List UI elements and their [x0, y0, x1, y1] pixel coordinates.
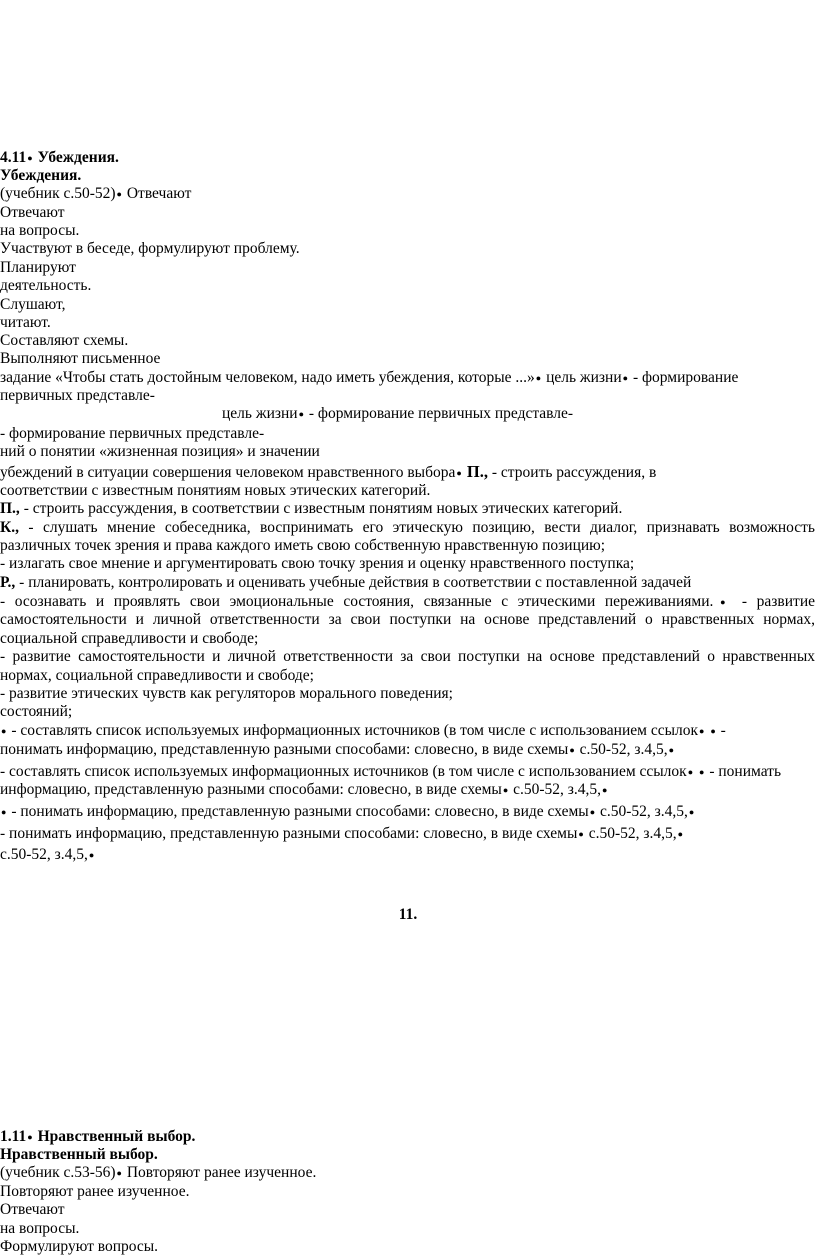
bullet-icon [26, 149, 33, 166]
text-span: задание «Чтобы стать достойным человеком, надо иметь убеждения, которые ...» [0, 369, 535, 386]
text-line: состояний; [0, 703, 73, 720]
text-line: нормах, социальной справедливости и свободе; [0, 667, 314, 684]
text-line: первичных представле- [0, 387, 155, 404]
bullet-icon [577, 825, 584, 842]
bullet-icon [668, 741, 675, 758]
section-subheading: Нравственный выбор. [0, 1146, 158, 1163]
text-span: П., [462, 462, 489, 481]
text-line: Повторяют ранее изученное. [0, 1183, 190, 1200]
bullet-icon [713, 593, 732, 610]
textbook-pages: (учебник с.50-52) [0, 185, 116, 202]
text-line: - формирование первичных представле- [0, 425, 265, 442]
text-span: с.50-52, з.4,5, [509, 781, 602, 798]
bullet-icon [698, 722, 705, 739]
text-line [0, 463, 656, 482]
bullet-icon [589, 803, 596, 820]
text-line [0, 722, 726, 740]
section-heading [0, 149, 119, 167]
text-span: - составлять список используемых информационных источников (в том числе с использованием ссылок [7, 722, 699, 739]
textbook-reference [0, 185, 191, 203]
text-span: с.50-52, з.4,5, [584, 825, 677, 842]
text-span: цель жизни [222, 405, 298, 422]
text-line: соответствии с известным понятиям новых этических категорий. [0, 482, 431, 499]
text-line: Выполняют письменное [0, 350, 161, 367]
textbook-pages: (учебник с.53-56) [0, 1164, 116, 1181]
text-span: - составлять список используемых информационных источников (в том числе с использованием ссылок [0, 763, 687, 780]
text-span: информацию, представленную разными способами: словесно, в виде схемы [0, 781, 502, 798]
text-span: - понимать [705, 763, 782, 780]
section-number: 1.11 [0, 1128, 27, 1145]
text-span: - понимать информацию, представленную разными способами: словесно, в виде схемы [7, 803, 589, 820]
text-line [0, 803, 695, 821]
text-span: - осознавать и проявлять свои эмоциональные состояния, связанные с этическими переживаниями. [0, 593, 714, 610]
bullet-icon [26, 1128, 33, 1145]
text-span: К., [0, 519, 19, 536]
text-span: - понимать информацию, представленную разными способами: словесно, в виде схемы [0, 825, 578, 842]
text-line: читают. [0, 314, 51, 331]
text-line [0, 825, 684, 843]
text-span: - формирование первичных представле- [305, 405, 574, 422]
section-title: Убеждения. [37, 149, 119, 166]
section-subheading: Убеждения. [0, 167, 82, 184]
bullet-icon [116, 1164, 123, 1181]
text-line [0, 781, 608, 799]
text-span: - формирование [629, 369, 739, 386]
text-span: - строить рассуждения, в соответствии с известным понятиям новых этических категорий. [19, 500, 623, 517]
text-line: Участвуют в беседе, формулируют проблему. [0, 240, 300, 257]
text-line [0, 369, 738, 387]
text-line [0, 593, 815, 611]
bullet-icon [622, 369, 629, 386]
text-span: - [716, 722, 726, 739]
text-span: П., [0, 500, 20, 517]
bullet-icon [88, 846, 95, 863]
text-line: на вопросы. [0, 1220, 80, 1237]
bullet-icon [568, 741, 575, 758]
textbook-reference [0, 1164, 316, 1182]
text-span: с.50-52, з.4,5, [596, 803, 688, 820]
text-span: с.50-52, з.4,5, [0, 846, 88, 863]
text-line [0, 519, 815, 537]
text-line: на вопросы. [0, 222, 80, 239]
text-line: социальной справедливости и свободе; [0, 630, 259, 647]
text-span: понимать информацию, представленную разными способами: словесно, в виде схемы [0, 741, 569, 758]
text-span: Р., [0, 574, 16, 591]
text-line: ний о понятии «жизненная позиция» и значении [0, 443, 320, 460]
bullet-icon [677, 825, 684, 842]
text-line [0, 846, 95, 864]
bullet-icon [455, 464, 462, 481]
text-line: - излагать свое мнение и аргументировать свою точку зрения и оценку нравственного поступка; [0, 555, 635, 572]
text-span: с.50-52, з.4,5, [575, 741, 668, 758]
bullet-icon [688, 803, 695, 820]
text-line [0, 763, 781, 781]
text-line [0, 574, 691, 592]
activity-text: Отвечают [122, 185, 192, 202]
section-heading [0, 1128, 195, 1146]
text-line: Отвечают [0, 204, 65, 221]
text-line [222, 405, 573, 423]
text-line: Слушают, [0, 296, 66, 313]
text-span: - развитие [732, 593, 815, 610]
bullet-icon [116, 185, 123, 202]
text-span: - слушать мнение собеседника, воспринимать его этическую позицию, вести диалог, признавать возможность [19, 519, 815, 536]
text-line: - развитие этических чувств как регуляторов морального поведения; [0, 685, 453, 702]
text-line: Планируют [0, 259, 76, 276]
activity-text: Повторяют ранее изученное. [122, 1164, 317, 1181]
bullet-icon [298, 405, 305, 422]
bullet-icon [687, 763, 694, 780]
page-number: 11. [398, 906, 418, 923]
text-line: самостоятельности и личной ответственности за свои поступки на основе представлений о нравственных нормах, [0, 611, 815, 628]
text-span: - планировать, контролировать и оценивать учебные действия в соответствии с поставленной задачей [15, 574, 692, 591]
bullet-icon [709, 722, 716, 739]
text-span: цель жизни [542, 369, 622, 386]
section-number: 4.11 [0, 149, 27, 166]
text-span: убеждений в ситуации совершения человеком нравственного выбора [0, 464, 456, 481]
text-line: Формулируют вопросы. [0, 1238, 159, 1255]
text-line: Отвечают [0, 1201, 65, 1218]
bullet-icon [601, 781, 608, 798]
text-span: - строить рассуждения, в [488, 464, 657, 481]
text-line [0, 500, 622, 518]
text-line: - развитие самостоятельности и личной ответственности за свои поступки на основе представлений о нравственных [0, 648, 815, 665]
text-line: различных точек зрения и права каждого иметь свою собственную нравственную позицию; [0, 537, 606, 554]
text-line: деятельность. [0, 277, 92, 294]
text-line: Составляют схемы. [0, 332, 129, 349]
text-line [0, 741, 675, 759]
section-title: Нравственный выбор. [37, 1128, 196, 1145]
